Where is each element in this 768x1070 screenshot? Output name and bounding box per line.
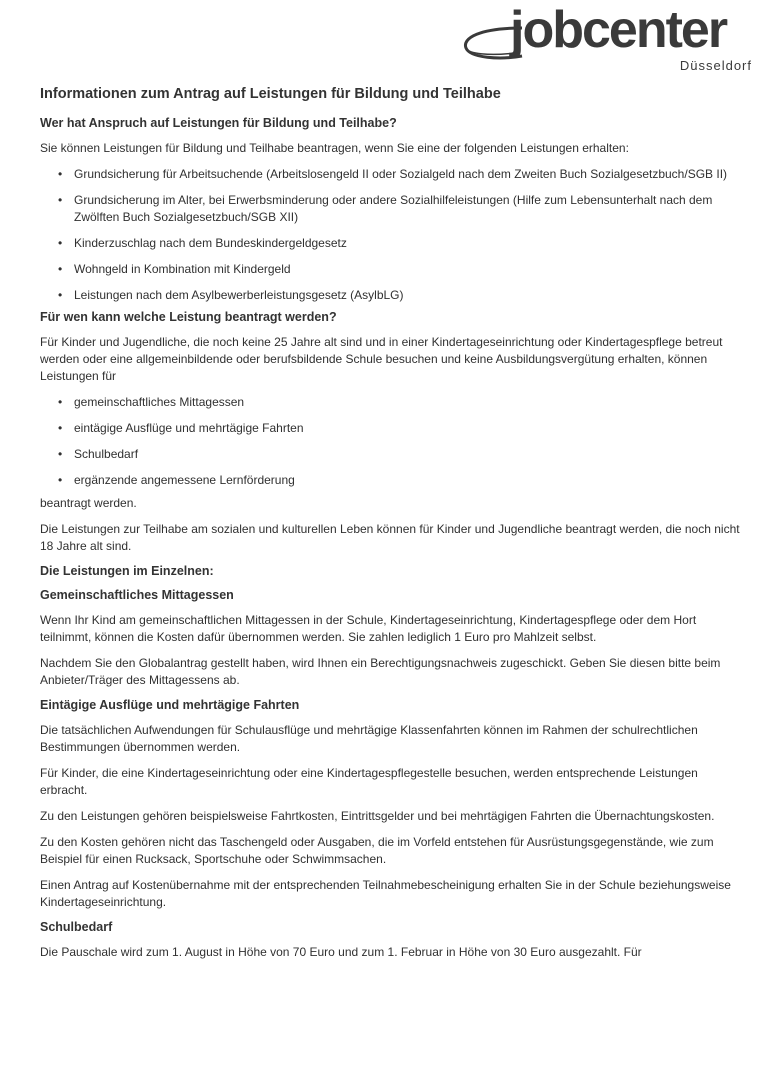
- paragraph: Für Kinder, die eine Kindertageseinrichtung oder eine Kindertagespflegestelle besuchen, werden entsprechende Leistungen erbracht.: [40, 766, 698, 797]
- paragraph: Wenn Ihr Kind am gemeinschaftlichen Mittagessen in der Schule, Kindertageseinrichtung, Kindertagespflege oder dem Hort teilnimmt, können die Kosten dafür übernommen werden. Sie zahlen lediglich 1 Euro pro Mahlzeit selbst.: [40, 613, 697, 644]
- list-item: • Leistungen nach dem Asylbewerberleistungsgesetz (AsylbLG): [58, 287, 740, 304]
- document-body: [40, 86, 740, 970]
- benefits-list: [40, 394, 740, 489]
- page-title: Informationen zum Antrag auf Leistungen für Bildung und Teilhabe: [40, 86, 501, 102]
- paragraph: Zu den Kosten gehören nicht das Taschengeld oder Ausgaben, die im Vorfeld entstehen für Ausrüstungsgegenstände, wie zum Beispiel für einen Rucksack, Sportschuhe oder Schwimmsachen.: [40, 835, 714, 866]
- logo-city: Düsseldorf: [679, 58, 752, 73]
- section-heading-details: Die Leistungen im Einzelnen:: [40, 564, 214, 578]
- jobcenter-logo: [460, 1, 760, 80]
- list-item: • eintägige Ausflüge und mehrtägige Fahrten: [58, 420, 740, 437]
- section-heading-entitlement: Wer hat Anspruch auf Leistungen für Bildung und Teilhabe?: [40, 116, 397, 130]
- paragraph: beantragt werden.: [40, 496, 137, 510]
- logo-word: jobcenter: [510, 1, 727, 59]
- section-heading-who: Für wen kann welche Leistung beantragt werden?: [40, 310, 337, 324]
- paragraph: Die Leistungen zur Teilhabe am sozialen und kulturellen Leben können für Kinder und Jugendliche beantragt werden, die noch nicht 18 Jahre alt sind.: [40, 522, 740, 553]
- paragraph: Nachdem Sie den Globalantrag gestellt haben, wird Ihnen ein Berechtigungsnachweis zugeschickt. Geben Sie diesen bitte beim Anbieter/Träger des Mittagessens ab.: [40, 656, 721, 687]
- list-item: • Schulbedarf: [58, 446, 740, 463]
- list-item: • ergänzende angemessene Lernförderung: [58, 472, 740, 489]
- subheading-supplies: Schulbedarf: [40, 920, 113, 934]
- subheading-trips: Eintägige Ausflüge und mehrtägige Fahrten: [40, 698, 300, 712]
- subheading-lunch: Gemeinschaftliches Mittagessen: [40, 588, 234, 602]
- paragraph: Für Kinder und Jugendliche, die noch keine 25 Jahre alt sind und in einer Kindertageseinrichtung oder Kindertagespflege betreut werden oder eine allgemeinbildende oder berufsbildende Schule besuchen und keine Ausbildungsvergütung erhalten, können Leistungen für: [40, 335, 723, 383]
- list-item: • gemeinschaftliches Mittagessen: [58, 394, 740, 411]
- paragraph: Die Pauschale wird zum 1. August in Höhe von 70 Euro und zum 1. Februar in Höhe von 30 Euro ausgezahlt. Für: [40, 945, 642, 959]
- paragraph: Einen Antrag auf Kostenübernahme mit der entsprechenden Teilnahmebescheinigung erhalten Sie in der Schule beziehungsweise Kindertageseinrichtung.: [40, 878, 731, 909]
- paragraph: Sie können Leistungen für Bildung und Teilhabe beantragen, wenn Sie eine der folgenden Leistungen erhalten:: [40, 141, 629, 155]
- entitlement-list: [40, 166, 740, 304]
- paragraph: Zu den Leistungen gehören beispielsweise Fahrtkosten, Eintrittsgelder und bei mehrtägigen Fahrten die Übernachtungskosten.: [40, 809, 715, 823]
- list-item: • Wohngeld in Kombination mit Kindergeld: [58, 261, 740, 278]
- list-item: • Grundsicherung für Arbeitsuchende (Arbeitslosengeld II oder Sozialgeld nach dem Zweiten Buch Sozialgesetzbuch/SGB II): [58, 166, 740, 183]
- list-item: • Kinderzuschlag nach dem Bundeskindergeldgesetz: [58, 235, 740, 252]
- list-item: • Grundsicherung im Alter, bei Erwerbsminderung oder andere Sozialhilfeleistungen (Hilfe zum Lebensunterhalt nach dem Zwölften Buch Sozialgesetzbuch/SGB XII): [58, 192, 740, 226]
- paragraph: Die tatsächlichen Aufwendungen für Schulausflüge und mehrtägige Klassenfahrten können im Rahmen der schulrechtlichen Bestimmungen übernommen werden.: [40, 723, 698, 754]
